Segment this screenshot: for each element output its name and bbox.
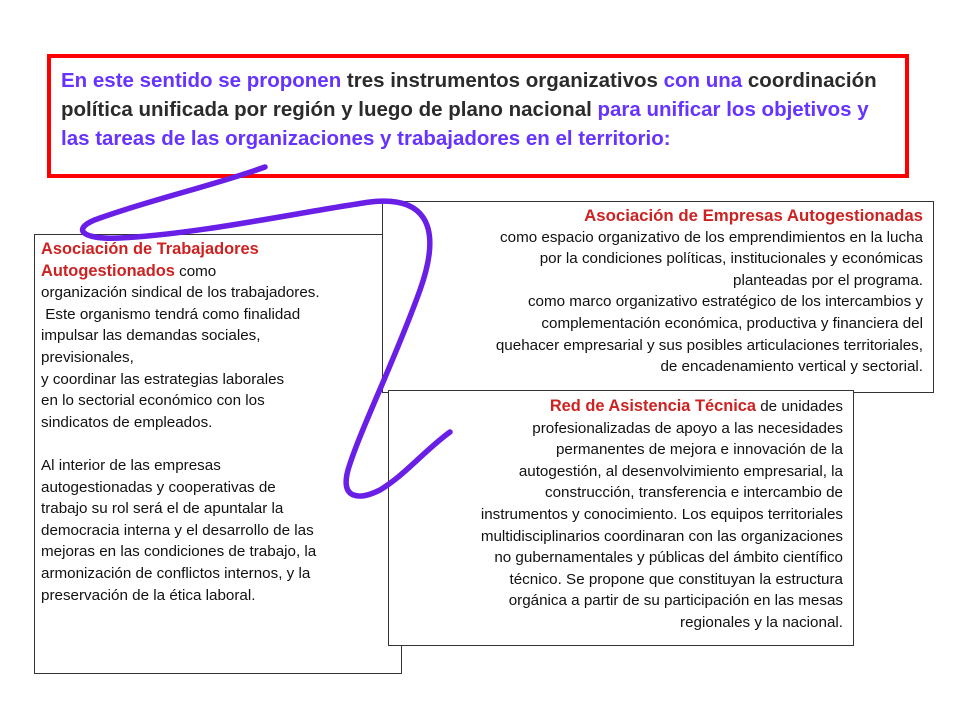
trabajadores-line: organización sindical de los trabajadores. [41,284,320,302]
intro-text-1: En este sentido se proponen [61,69,342,92]
red-heading: Red de Asistencia Técnica [549,397,756,415]
trabajadores-line: democracia interna y el desarrollo de las [41,521,314,539]
trabajadores-line: mejoras en las condiciones de trabajo, la [41,543,317,561]
box-asociacion-empresas [382,201,934,393]
red-line: técnico. Se propone que constituyan la estructura [509,570,843,588]
empresas-line: por la condiciones políticas, institucionales y económicas [539,250,923,268]
red-line: regionales y la nacional. [680,613,843,631]
red-line: permanentes de mejora e innovación de la [555,441,843,459]
red-line: instrumentos y conocimiento. Los equipos territoriales [480,505,843,523]
trabajadores-line: Al interior de las empresas [41,456,221,474]
intro-text-3: con una [663,69,743,92]
trabajadores-line: armonización de conflictos internos, y la [41,564,311,582]
trabajadores-line: y coordinar las estrategias laborales [41,370,285,388]
empresas-line: quehacer empresarial y sus posibles articulaciones territoriales, [495,336,923,354]
box-red-asistencia-tecnica [388,390,854,646]
trabajadores-heading-1: Asociación de Trabajadores [41,240,259,258]
intro-text-4: coordinación política unificada por región y luego de plano nacional [61,69,877,121]
red-line: construcción, transferencia e intercambio de [545,484,843,502]
red-line: profesionalizadas de apoyo a las necesidades [532,419,843,437]
box-asociacion-trabajadores [34,234,402,674]
empresas-line: como marco organizativo estratégico de los intercambios y [527,293,923,311]
intro-text-2: tres instrumentos organizativos [346,69,658,92]
paragraph-gap [41,433,395,455]
empresas-line: de encadenamiento vertical y sectorial. [660,358,923,376]
intro-text-5: para unificar los objetivos y las tareas de las organizaciones y trabajadores en el territorio: [61,98,869,150]
trabajadores-line: sindicatos de empleados. [41,413,213,431]
red-line: multidisciplinarios coordinaran con las organizaciones [480,527,843,545]
intro-box [47,54,909,178]
trabajadores-heading-2: Autogestionados [41,261,175,280]
empresas-line: como espacio organizativo de los emprendimientos en la lucha [500,228,923,246]
trabajadores-line: autogestionadas y cooperativas de [41,478,276,496]
trabajadores-heading-tail: como [179,262,217,280]
red-line: orgánica a partir de su participación en las mesas [508,592,843,610]
trabajadores-line: impulsar las demandas sociales, [41,327,261,345]
red-line: no gubernamentales y públicas del ámbito científico [494,549,843,567]
trabajadores-line: trabajo su rol será el de apuntalar la [41,500,284,518]
empresas-line: planteadas por el programa. [733,271,923,289]
red-heading-tail: de unidades [760,398,843,415]
empresas-heading: Asociación de Empresas Autogestionadas [584,206,923,225]
empresas-line: complementación económica, productiva y financiera del [541,314,923,332]
trabajadores-line: en lo sectorial económico con los [41,392,265,410]
trabajadores-line: Este organismo tendrá como finalidad [41,305,301,323]
red-line: autogestión, al desenvolvimiento empresarial, la [518,462,843,480]
trabajadores-line: previsionales, [41,348,134,366]
trabajadores-line: preservación de la ética laboral. [41,586,256,604]
